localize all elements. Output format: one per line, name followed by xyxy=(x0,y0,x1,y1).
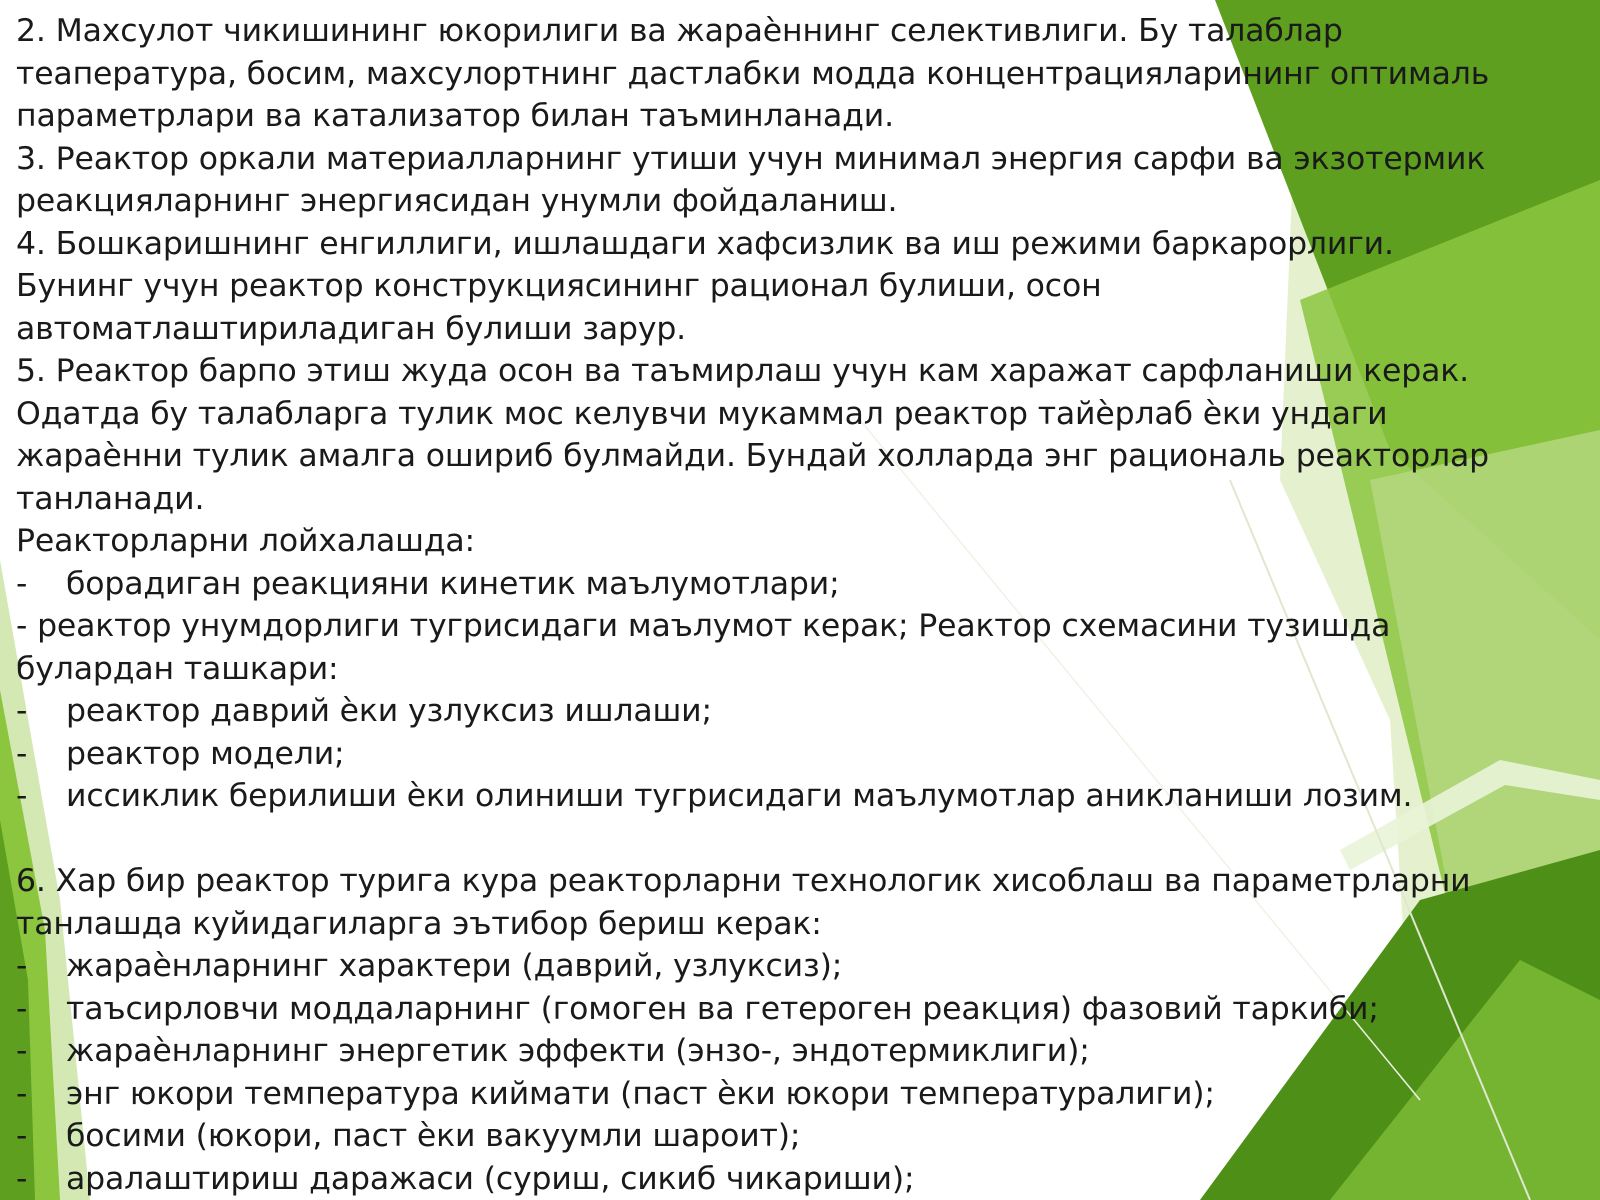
text-line: - реактор унумдорлиги тугрисидаги маълумот керак; Реактор схемасини тузишда xyxy=(16,608,1391,644)
bullet-text: реактор даврий ѐки узлуксиз ишлаши; xyxy=(66,693,712,729)
text-line: 4. Бошкаришнинг енгиллиги, ишлашдаги хафсизлик ва иш режими баркарорлиги. xyxy=(16,225,1394,262)
text-line: 5. Реактор барпо этиш жуда осон ва таъмирлаш учун кам харажат сарфланиши керак. xyxy=(16,353,1469,389)
list-item xyxy=(16,1073,1586,1116)
text-line: 3. Реактор оркали материалларнинг утиши учун минимал энергия сарфи ва экзотермик xyxy=(16,140,1486,177)
bullet-text: таъсирловчи моддаларнинг (гомоген ва гетероген реакция) фазовий таркиби; xyxy=(66,990,1379,1027)
bullet-marker: - xyxy=(16,1033,28,1069)
bullet-list-1 xyxy=(16,563,1586,606)
paragraph-mid xyxy=(16,605,1586,690)
bullet-marker: - xyxy=(16,990,28,1027)
bullet-text: босими (юкори, паст ѐки вакуумли шароит); xyxy=(66,1118,801,1154)
bullet-text: жараѐнларнинг характери (даврий, узлуксиз); xyxy=(66,948,843,984)
paragraph-top xyxy=(16,10,1586,563)
text-line: 2. Махсулот чикишининг юкорилиги ва жараѐннинг селективлиги. Бу талаблар xyxy=(16,13,1343,49)
bullet-marker: - xyxy=(16,778,28,814)
text-line: булардан ташкари: xyxy=(16,650,339,687)
text-line: теапература, босим, махсулортнинг дастлабки модда концентрацияларининг оптималь xyxy=(16,55,1490,92)
bullet-marker: - xyxy=(16,565,28,602)
bullet-marker: - xyxy=(16,1160,28,1197)
slide-text-body xyxy=(16,10,1586,1200)
text-line: Бунинг учун реактор конструкциясининг рационал булиши, осон xyxy=(16,268,1102,304)
list-item xyxy=(16,1115,1586,1158)
list-item xyxy=(16,945,1586,988)
bullet-marker: - xyxy=(16,735,28,772)
bullet-marker: - xyxy=(16,1075,28,1112)
blank-line xyxy=(16,818,1586,861)
bullet-list-3 xyxy=(16,945,1586,1200)
text-line: 6. Хар бир реактор турига кура реакторларни технологик хисоблаш ва параметрларни xyxy=(16,863,1471,899)
list-item xyxy=(16,733,1586,776)
list-item xyxy=(16,563,1586,606)
text-line: параметрлари ва катализатор билан таъминланади. xyxy=(16,98,894,134)
bullet-text: жараѐнларнинг энергетик эффекти (энзо-, эндотермиклиги); xyxy=(66,1033,1090,1069)
bullet-text: аралаштириш даражаси (суриш, сикиб чикариши); xyxy=(66,1160,915,1197)
bullet-text: энг юкори температура киймати (паст ѐки юкори температуралиги); xyxy=(66,1075,1215,1112)
list-item xyxy=(16,988,1586,1031)
bullet-marker: - xyxy=(16,693,28,729)
bullet-marker: - xyxy=(16,948,28,984)
list-item xyxy=(16,1158,1586,1200)
list-item xyxy=(16,775,1586,818)
text-line: реакцияларнинг энергиясидан унумли фойдаланиш. xyxy=(16,183,898,219)
list-item xyxy=(16,690,1586,733)
bullet-marker: - xyxy=(16,1118,28,1154)
list-item xyxy=(16,1030,1586,1073)
text-line: танланади. xyxy=(16,480,205,517)
paragraph-bottom xyxy=(16,860,1586,945)
text-line: Реакторларни лойхалашда: xyxy=(16,523,476,559)
text-line: жараѐнни тулик амалга ошириб булмайди. Бундай холларда энг рациональ реакторлар xyxy=(16,438,1489,474)
text-line: Одатда бу талабларга тулик мос келувчи мукаммал реактор тайѐрлаб ѐки ундаги xyxy=(16,395,1388,432)
bullet-text: иссиклик берилиши ѐки олиниши тугрисидаги маълумотлар аникланиши лозим. xyxy=(66,778,1413,814)
text-line: танлашда куйидагиларга эътибор бериш керак: xyxy=(16,905,822,942)
bullet-list-2 xyxy=(16,690,1586,818)
bullet-text: борадиган реакцияни кинетик маълумотлари; xyxy=(66,565,840,602)
bullet-text: реактор модели; xyxy=(66,735,345,772)
text-line: автоматлаштириладиган булиши зарур. xyxy=(16,310,687,347)
